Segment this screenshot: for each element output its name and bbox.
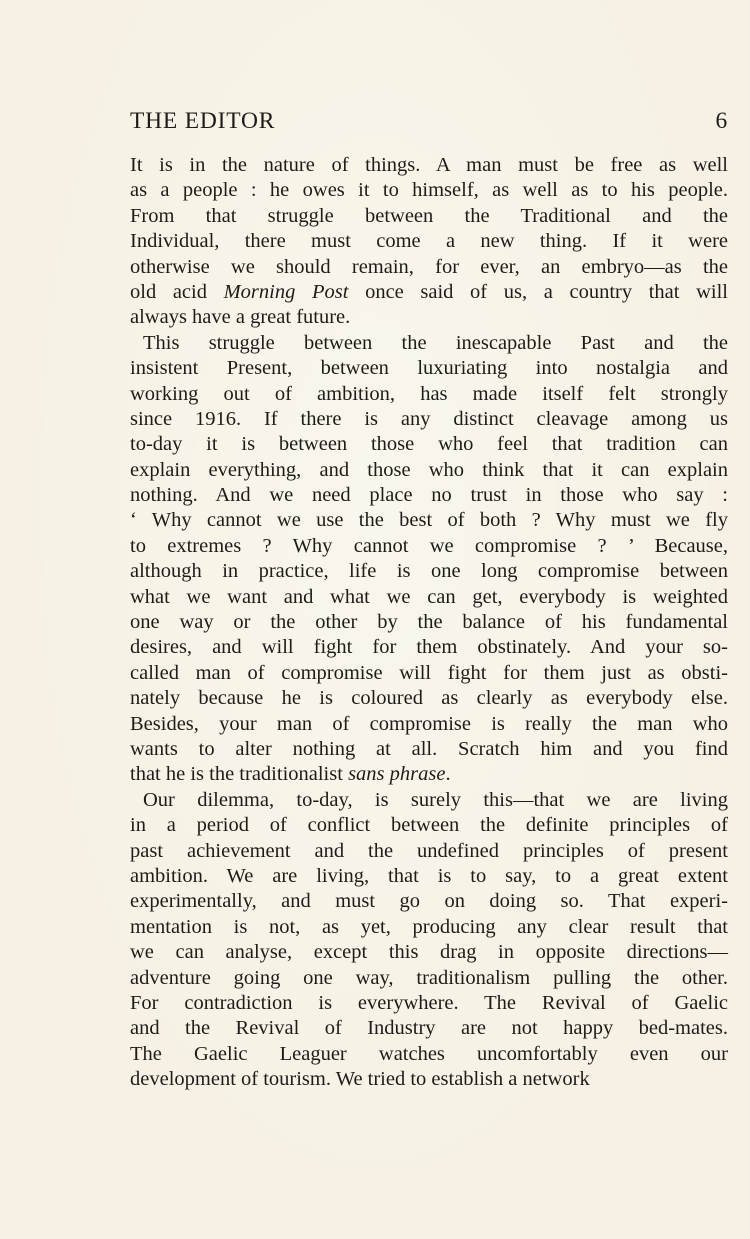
text-line xyxy=(130,940,728,965)
running-head xyxy=(130,108,728,138)
text-run: Individual, there must come a new thing. If it were xyxy=(130,230,728,253)
text-line xyxy=(130,1016,728,1041)
text-line xyxy=(130,305,728,330)
running-head-title: THE EDITOR xyxy=(130,108,276,134)
paragraph xyxy=(130,331,728,788)
text-run: . xyxy=(445,763,451,786)
text-run: called man of compromise will fight for them just as obsti- xyxy=(130,661,728,684)
text-line xyxy=(130,508,728,533)
paragraph xyxy=(130,153,728,331)
text-run: that he is the traditionalist xyxy=(130,763,349,786)
text-run: ambition. We are living, that is to say, to a great extent xyxy=(130,864,728,887)
text-run: wants to alter nothing at all. Scratch him and you find xyxy=(130,737,728,760)
text-line xyxy=(130,229,728,254)
body-text xyxy=(130,153,728,1092)
text-line xyxy=(130,559,728,584)
text-line xyxy=(130,610,728,635)
text-run: This struggle between the inescapable Past and the xyxy=(143,331,728,354)
text-line xyxy=(130,686,728,711)
text-run: we can analyse, except this drag in opposite directions— xyxy=(130,941,728,964)
text-line xyxy=(130,407,728,432)
text-run: past achievement and the undefined principles of present xyxy=(130,839,728,862)
text-line xyxy=(130,382,728,407)
text-line xyxy=(130,331,728,356)
text-line xyxy=(130,204,728,229)
text-line xyxy=(130,991,728,1016)
text-run: Besides, your man of compromise is really the man who xyxy=(130,712,728,735)
text-line xyxy=(130,839,728,864)
text-line xyxy=(130,889,728,914)
text-run: working out of ambition, has made itself felt strongly xyxy=(130,382,728,405)
text-run: once said of us, a country that will xyxy=(348,280,728,303)
text-line xyxy=(130,864,728,889)
text-line xyxy=(130,432,728,457)
text-run: and the Revival of Industry are not happy bed-mates. xyxy=(130,1017,728,1040)
page-number: 6 xyxy=(715,108,728,134)
text-run: From that struggle between the Traditional and the xyxy=(130,204,728,227)
text-line xyxy=(130,712,728,737)
text-line xyxy=(130,483,728,508)
text-line xyxy=(130,585,728,610)
text-run: to-day it is between those who feel that tradition can xyxy=(130,433,728,456)
text-line xyxy=(130,178,728,203)
text-run: always have a great future. xyxy=(130,306,351,329)
text-run: mentation is not, as yet, producing any clear result that xyxy=(130,915,728,938)
text-line xyxy=(130,762,728,787)
text-run: since 1916. If there is any distinct cleavage among us xyxy=(130,407,728,430)
text-line xyxy=(130,966,728,991)
text-run: otherwise we should remain, for ever, an embryo—as the xyxy=(130,255,728,278)
text-run: explain everything, and those who think that it can explain xyxy=(130,458,728,481)
text-run: as a people : he owes it to himself, as well as to his people. xyxy=(130,179,728,202)
text-line xyxy=(130,280,728,305)
text-line xyxy=(130,788,728,813)
text-run: It is in the nature of things. A man must be free as well xyxy=(130,154,728,176)
paragraph xyxy=(130,788,728,1093)
text-run: desires, and will fight for them obstinately. And your so- xyxy=(130,636,728,659)
text-run: The Gaelic Leaguer watches uncomfortably even our xyxy=(130,1042,728,1065)
text-line xyxy=(130,255,728,280)
text-run: adventure going one way, traditionalism pulling the other. xyxy=(130,966,728,989)
text-line xyxy=(130,534,728,559)
text-line xyxy=(130,813,728,838)
text-run: one way or the other by the balance of his fundamental xyxy=(130,611,728,634)
text-run: old acid xyxy=(130,280,224,303)
text-run: Our dilemma, to-day, is surely this—that we are living xyxy=(143,788,728,811)
text-run: experimentally, and must go on doing so. That experi- xyxy=(130,890,728,913)
text-line xyxy=(130,635,728,660)
text-line xyxy=(130,1067,728,1092)
italic-text: Morning Post xyxy=(223,280,349,303)
text-line xyxy=(130,737,728,762)
italic-text: sans phrase xyxy=(348,763,446,786)
text-run: to extremes ? Why cannot we compromise ? ’ Because, xyxy=(130,534,728,557)
text-run: development of tourism. We tried to establish a network xyxy=(130,1068,590,1091)
text-line xyxy=(130,356,728,381)
text-line xyxy=(130,458,728,483)
text-line xyxy=(130,153,728,178)
text-line xyxy=(130,915,728,940)
text-run: For contradiction is everywhere. The Revival of Gaelic xyxy=(130,991,728,1014)
text-line xyxy=(130,661,728,686)
text-run: nothing. And we need place no trust in those who say : xyxy=(130,484,728,507)
text-run: although in practice, life is one long compromise between xyxy=(130,560,728,583)
text-run: ‘ Why cannot we use the best of both ? Why must we fly xyxy=(130,509,728,532)
text-run: what we want and what we can get, everybody is weighted xyxy=(130,585,728,608)
text-line xyxy=(130,1042,728,1067)
text-run: nately because he is coloured as clearly as everybody else. xyxy=(130,687,728,710)
text-run: in a period of conflict between the definite principles of xyxy=(130,814,728,837)
text-run: insistent Present, between luxuriating into nostalgia and xyxy=(130,357,728,380)
